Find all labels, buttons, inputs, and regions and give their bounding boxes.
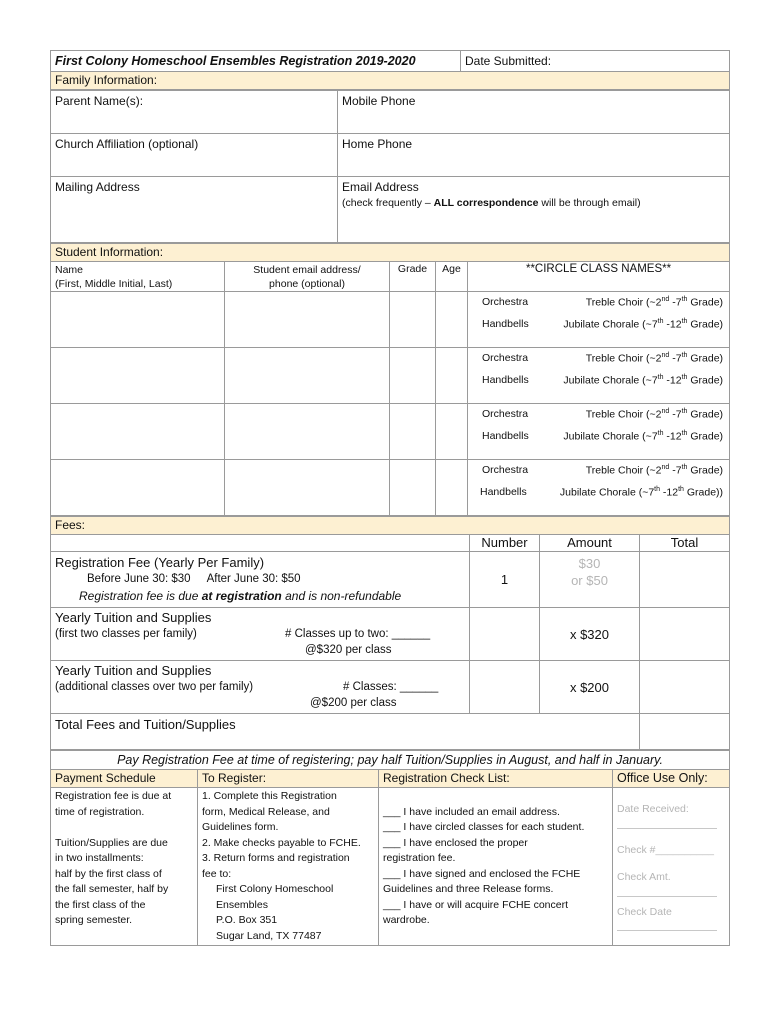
col-number-header: Number (470, 535, 540, 552)
class-orchestra[interactable]: Orchestra (482, 408, 529, 420)
to-register-line: 3. Return forms and registration (202, 852, 350, 864)
to-register-line: Sugar Land, TX 77487 (216, 929, 322, 942)
tuition-additional-number-field[interactable] (470, 661, 540, 714)
to-register-line: fee to: (202, 867, 232, 880)
home-phone-field[interactable]: Home Phone (338, 134, 730, 177)
payment-schedule-line: half by the first class of (55, 867, 162, 880)
tuition-first-cell: Yearly Tuition and Supplies (first two classes per family) # Classes up to two: ______ @$320 per class (51, 608, 470, 661)
payment-schedule-header: Payment Schedule (51, 770, 198, 788)
payment-schedule-line: Registration fee is due at (55, 790, 172, 802)
student-contact-field[interactable] (225, 292, 390, 348)
class-choices-cell (468, 292, 730, 348)
student-age-field[interactable] (436, 460, 468, 516)
class-jubilate-chorale[interactable]: Jubilate Chorale (~7th -12th Grade)) (559, 485, 724, 498)
check-date-label: Check Date (617, 905, 672, 918)
student-contact-field[interactable] (225, 404, 390, 460)
family-table (50, 50, 730, 90)
class-jubilate-chorale[interactable]: Jubilate Chorale (~7th -12th Grade) (563, 317, 724, 330)
class-jubilate-chorale[interactable]: Jubilate Chorale (~7th -12th Grade) (563, 429, 724, 442)
check-amount-line (617, 886, 717, 897)
check-list-cell (379, 788, 613, 946)
class-jubilate-chorale[interactable]: Jubilate Chorale (~7th -12th Grade) (563, 373, 724, 386)
student-row (51, 348, 730, 404)
form-title: First Colony Homeschool Ensembles Registration 2019-2020 (51, 51, 461, 72)
student-row (51, 460, 730, 516)
registration-form (50, 50, 729, 946)
student-grade-field[interactable] (390, 460, 436, 516)
tuition-additional-cell: Yearly Tuition and Supplies (additional classes over two per family) # Classes: ______ @$200 per class (51, 661, 470, 714)
check-list-item: wardrobe. (383, 914, 430, 926)
payment-schedule-line: spring semester. (55, 914, 133, 926)
col-name-header: Name (First, Middle Initial, Last) (51, 262, 225, 292)
student-row (51, 292, 730, 348)
class-treble-choir[interactable]: Treble Choir (~2nd -7th Grade) (585, 464, 724, 477)
student-name-field[interactable] (51, 348, 225, 404)
total-fees-label: Total Fees and Tuition/Supplies (51, 714, 640, 750)
check-list-item: ___ I have circled classes for each student. (383, 821, 585, 833)
col-total-header: Total (640, 535, 730, 552)
office-use-header: Office Use Only: (613, 770, 730, 788)
check-list-item: registration fee. (383, 852, 456, 864)
class-handbells[interactable]: Handbells (482, 317, 529, 330)
to-register-line: 1. Complete this Registration (202, 790, 337, 802)
to-register-line: form, Medical Release, and (202, 805, 330, 818)
grand-total-field[interactable] (640, 714, 730, 750)
student-age-field[interactable] (436, 404, 468, 460)
tuition-additional-total-field[interactable] (640, 661, 730, 714)
tuition-additional-amount: x $200 (540, 661, 640, 714)
student-name-field[interactable] (51, 460, 225, 516)
email-address-field[interactable] (338, 177, 730, 243)
class-orchestra[interactable]: Orchestra (482, 352, 529, 364)
registration-number: 1 (470, 552, 540, 608)
check-list-item: Guidelines and three Release forms. (383, 883, 554, 895)
email-label: Email Address (342, 180, 419, 194)
to-register-line: 2. Make checks payable to FCHE. (202, 836, 361, 849)
student-contact-field[interactable] (225, 348, 390, 404)
col-age-header: Age (436, 262, 468, 292)
col-classes-header: **CIRCLE CLASS NAMES** (468, 262, 730, 292)
check-list-item: ___ I have or will acquire FCHE concert (383, 898, 568, 911)
to-register-line: First Colony Homeschool (216, 883, 334, 895)
fees-header-blank (51, 535, 470, 552)
payment-schedule-line: the first class of the (55, 898, 146, 911)
check-list-item: ___ I have enclosed the proper (383, 836, 528, 849)
student-age-field[interactable] (436, 292, 468, 348)
parent-names-field[interactable]: Parent Name(s): (51, 91, 338, 134)
class-treble-choir[interactable]: Treble Choir (~2nd -7th Grade) (585, 408, 724, 421)
date-submitted-field[interactable]: Date Submitted: (461, 51, 730, 72)
family-band: Family Information: (51, 72, 730, 90)
fees-table (50, 516, 730, 750)
email-note: (check frequently – ALL correspondence will be through email) (342, 197, 641, 209)
payment-schedule-line (55, 820, 193, 836)
student-grade-field[interactable] (390, 404, 436, 460)
to-register-header: To Register: (198, 770, 379, 788)
date-received-label: Date Received: (617, 803, 689, 815)
check-date-line (617, 920, 717, 931)
class-treble-choir[interactable]: Treble Choir (~2nd -7th Grade) (585, 352, 724, 365)
student-grade-field[interactable] (390, 348, 436, 404)
payment-schedule-line: in two installments: (55, 852, 144, 864)
class-handbells[interactable]: Handbells (480, 485, 527, 498)
to-register-cell (198, 788, 379, 946)
fees-band: Fees: (51, 517, 730, 535)
tuition-first-number-field[interactable] (470, 608, 540, 661)
family-fields (50, 90, 730, 243)
col-email-header: Student email address/ phone (optional) (225, 262, 390, 292)
church-field[interactable]: Church Affiliation (optional) (51, 134, 338, 177)
office-use-cell (613, 788, 730, 946)
student-row (51, 404, 730, 460)
to-register-line: Guidelines form. (202, 821, 279, 833)
class-handbells[interactable]: Handbells (482, 429, 529, 442)
class-handbells[interactable]: Handbells (482, 373, 529, 386)
payment-schedule-cell (51, 788, 198, 946)
payment-note: Pay Registration Fee at time of registering; pay half Tuition/Supplies in August, and half in January. (51, 751, 730, 770)
check-list-item: ___ I have signed and enclosed the FCHE (383, 867, 581, 880)
class-treble-choir[interactable]: Treble Choir (~2nd -7th Grade) (585, 296, 724, 309)
payment-schedule-line: Tuition/Supplies are due (55, 836, 168, 849)
class-choices-cell (468, 348, 730, 404)
registration-amount: $30 or $50 (540, 552, 640, 608)
col-grade-header: Grade (390, 262, 436, 292)
to-register-line: P.O. Box 351 (216, 914, 278, 926)
class-choices-cell (468, 404, 730, 460)
payment-schedule-line: time of registration. (55, 805, 145, 818)
student-name-field[interactable] (51, 292, 225, 348)
mobile-phone-field[interactable]: Mobile Phone (338, 91, 730, 134)
student-table (50, 243, 730, 516)
mailing-address-field[interactable]: Mailing Address (51, 177, 338, 243)
class-choices-cell (468, 460, 730, 516)
check-list-header: Registration Check List: (379, 770, 613, 788)
student-name-field[interactable] (51, 404, 225, 460)
student-contact-field[interactable] (225, 460, 390, 516)
to-register-line: Ensembles (216, 898, 268, 911)
check-amount-label: Check Amt. (617, 871, 671, 883)
tuition-first-total-field[interactable] (640, 608, 730, 661)
student-band: Student Information: (51, 244, 730, 262)
class-orchestra[interactable]: Orchestra (482, 296, 529, 308)
student-grade-field[interactable] (390, 292, 436, 348)
class-orchestra[interactable]: Orchestra (482, 464, 529, 476)
student-age-field[interactable] (436, 348, 468, 404)
registration-fee-cell: Registration Fee (Yearly Per Family) Before June 30: $30 After June 30: $50 Registration fee is due at registration and is non-refundable (51, 552, 470, 608)
check-list-item (383, 789, 608, 805)
registration-total-field[interactable] (640, 552, 730, 608)
col-amount-header: Amount (540, 535, 640, 552)
payment-schedule-line: the fall semester, half by (55, 883, 169, 895)
payment-table (50, 750, 730, 946)
check-list-item: ___ I have included an email address. (383, 805, 560, 818)
date-received-line (617, 818, 717, 829)
tuition-first-amount: x $320 (540, 608, 640, 661)
check-number-label: Check #__________ (617, 843, 714, 856)
